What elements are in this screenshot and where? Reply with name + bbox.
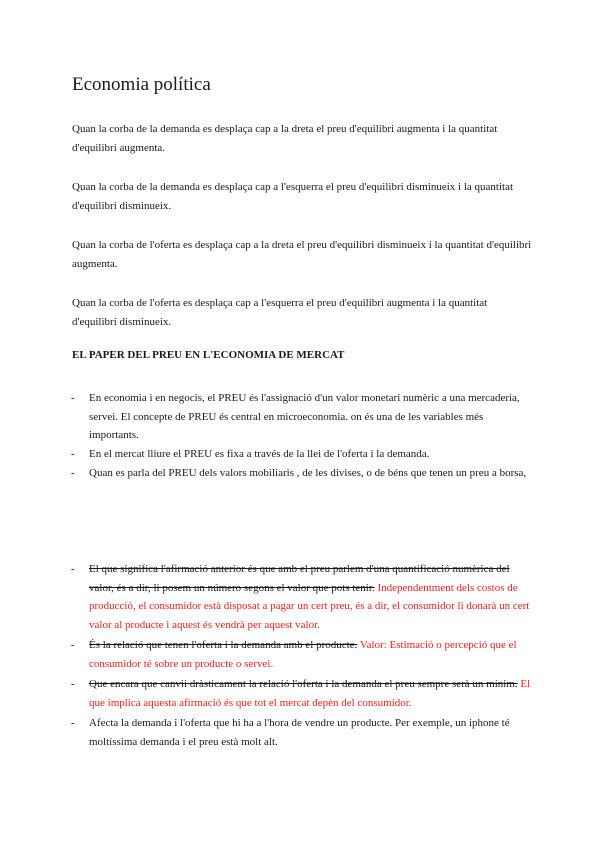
list-item bbox=[71, 389, 534, 445]
struck-text: El que significa l'afirmació anterior és que amb el preu parlem d'una quantificació numèrica del valor, és a dir, li posem un número segons el valor que pots tenir. bbox=[89, 563, 510, 594]
annotated-list-item bbox=[71, 675, 534, 712]
annotated-list-item bbox=[71, 560, 534, 634]
paragraph-supply-left: Quan la corba de l'oferta es desplaça cap a l'esquerra el preu d'equilibri augmenta i la quantitat d'equilibri disminueix. bbox=[72, 297, 488, 328]
list-item bbox=[71, 464, 534, 483]
paragraph-demand-right: Quan la corba de la demanda es desplaça cap a la dreta el preu d'equilibri augmenta i la quantitat d'equilibri augmenta. bbox=[72, 123, 498, 154]
section-heading: EL PAPER DEL PREU EN L'ECONOMIA DE MERCAT bbox=[72, 349, 345, 361]
bullet-dash: - bbox=[71, 563, 75, 575]
list-item-text: En economia i en negocis, el PREU és l'assignació d'un valor monetari numèric a una mercaderia, servei. El concepte de PREU és central en microeconomia. on és una de les variables més importants. bbox=[89, 392, 520, 441]
bullet-dash: - bbox=[71, 717, 75, 729]
bullet-dash: - bbox=[71, 639, 75, 651]
bullet-dash: - bbox=[71, 448, 75, 460]
bullet-dash: - bbox=[71, 678, 75, 690]
paragraph-demand-left: Quan la corba de la demanda es desplaça cap a l'esquerra el preu d'equilibri disminueix i la quantitat d'equilibri disminueix. bbox=[72, 181, 514, 212]
bullet-dash: - bbox=[71, 467, 75, 479]
list-item-text: En el mercat lliure el PREU es fixa a través de la llei de l'oferta i la demanda. bbox=[89, 448, 430, 460]
answer-text: Independentment dels costos de producció, el consumidor està disposat a pagar un cert preu, és a dir, el consumidor li donarà un cert valor al producte i aquest és vendrà per aquest valor. bbox=[89, 581, 530, 631]
struck-text: Que encara que canvii dràsticament la relació l'oferta i la demanda el preu sempre serà un mínim. bbox=[89, 678, 518, 690]
list-item bbox=[71, 714, 534, 751]
annotated-list-item bbox=[71, 636, 534, 673]
answer-text: Valor: Estimació o percepció que el consumidor té sobre un producte o servei. bbox=[89, 639, 517, 670]
answer-text: El que implica aquesta afirmació és que tot el mercat depèn del consumidor. bbox=[89, 678, 531, 709]
bullet-dash: - bbox=[71, 392, 75, 404]
paragraph-supply-right: Quan la corba de l'oferta es desplaça cap a la dreta el preu d'equilibri disminueix i la quantitat d'equilibri augmenta. bbox=[72, 239, 532, 270]
list-item bbox=[71, 445, 534, 464]
list-item-text: Quan es parla del PREU dels valors mobiliaris , de les divises, o de béns que tenen un preu a borsa, bbox=[89, 467, 527, 479]
document-title: Economia política bbox=[72, 74, 211, 95]
list-item-text: Afecta la demanda i l'oferta que hi ha a l'hora de vendre un producte. Per exemple, un iphone té moltíssima demanda i el preu està molt alt. bbox=[89, 717, 510, 748]
struck-text: És la relació que tenen l'oferta i la demanda amb el producte. bbox=[89, 639, 358, 651]
